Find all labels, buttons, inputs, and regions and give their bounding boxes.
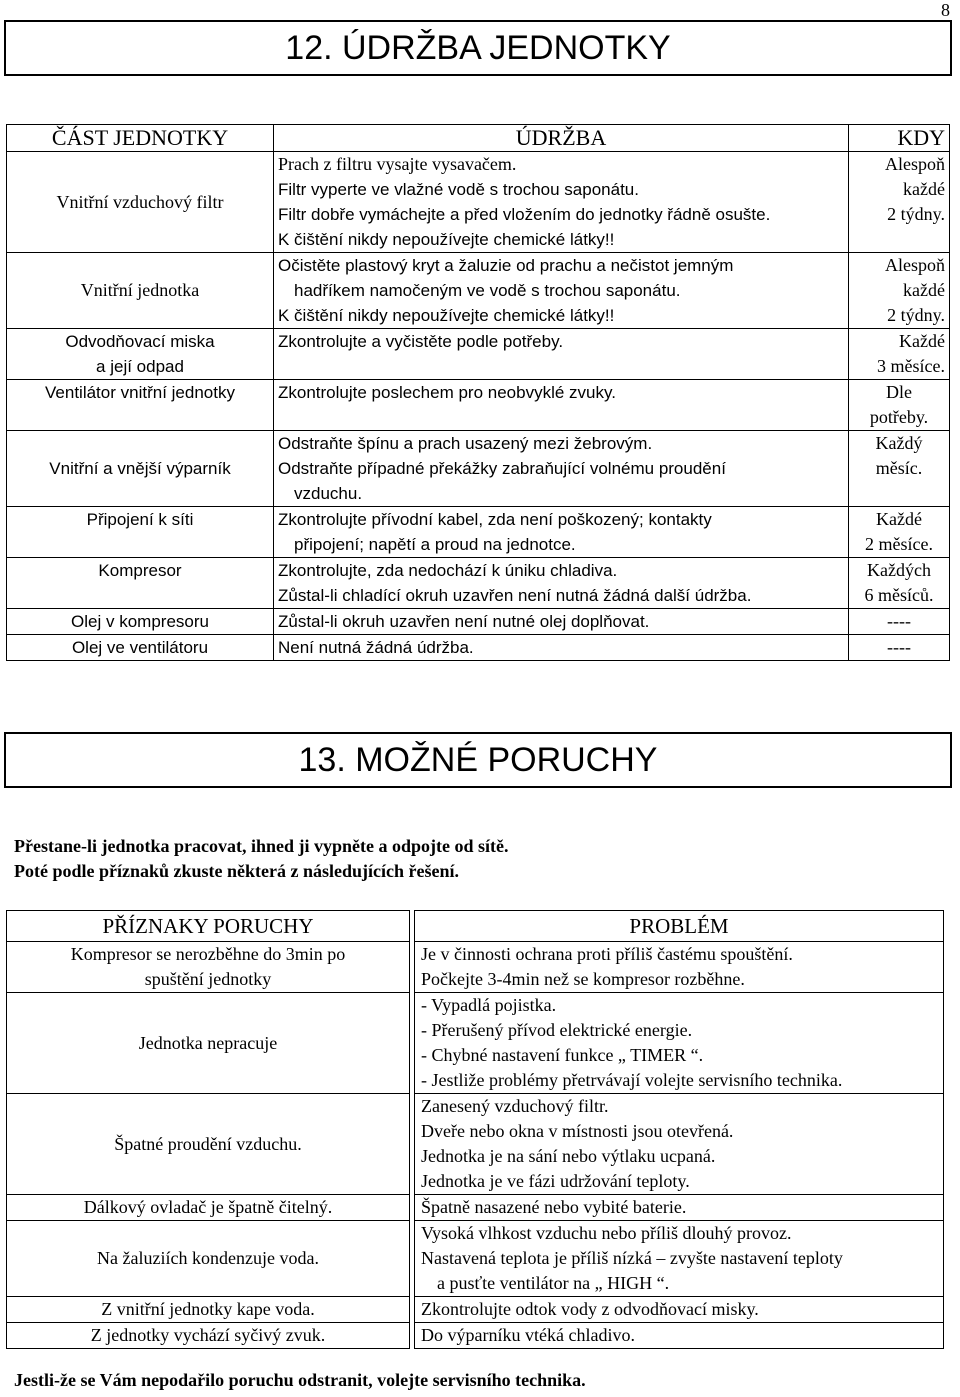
symptom-cell — [7, 1323, 410, 1349]
symptom-line: Dálkový ovladač je špatně čitelný. — [83, 1197, 333, 1217]
maintenance-line: Filtr dobře vymáchejte a před vložením do jednotky řádně osušte. — [278, 205, 771, 224]
problem-cell — [415, 1221, 944, 1297]
table-row — [7, 609, 950, 635]
part-line: a její odpad — [96, 357, 184, 376]
when-cell — [849, 431, 950, 507]
symptom-line: spuštění jednotky — [144, 969, 272, 989]
faults-header-row — [7, 911, 944, 942]
part-cell — [7, 558, 274, 609]
table-row — [7, 1195, 944, 1221]
maintenance-line: Zkontrolujte, zda nedochází k úniku chladiva. — [278, 561, 618, 580]
when-cell — [849, 329, 950, 380]
table-row — [7, 993, 944, 1094]
when-line: každé — [903, 280, 945, 300]
symptom-cell — [7, 1195, 410, 1221]
problem-line: - Přerušený přívod elektrické energie. — [421, 1020, 693, 1040]
table-row — [7, 1094, 944, 1195]
maintenance-line: Prach z filtru vysajte vysavačem. — [278, 154, 517, 174]
problem-line: Vysoká vlhkost vzduchu nebo příliš dlouhý provoz. — [421, 1223, 792, 1243]
symptom-cell — [7, 1094, 410, 1195]
header-problem: PROBLÉM — [415, 911, 944, 942]
closing-note: Jestli-že se Vám nepodařilo poruchu odstranit, volejte servisního technika. — [14, 1370, 586, 1390]
maintenance-line: K čištění nikdy nepoužívejte chemické látky!! — [278, 306, 615, 325]
when-line: ---- — [887, 637, 911, 657]
table-row — [7, 1221, 944, 1297]
part-cell — [7, 609, 274, 635]
when-line: Každých — [867, 560, 931, 580]
part-cell — [7, 152, 274, 253]
part-line: Odvodňovací miska — [65, 332, 215, 351]
when-cell — [849, 152, 950, 253]
table-row — [7, 558, 950, 609]
part-line: Vnitřní vzduchový filtr — [56, 191, 224, 212]
faults-table — [6, 910, 944, 1349]
symptom-line: Jednotka nepracuje — [138, 1032, 278, 1053]
problem-line: - Vypadlá pojistka. — [421, 995, 557, 1015]
when-cell — [849, 253, 950, 329]
maintenance-line: Zkontrolujte a vyčistěte podle potřeby. — [278, 332, 564, 351]
table-row — [7, 380, 950, 431]
maintenance-line: Zůstal-li chladící okruh uzavřen není nutná žádná další údržba. — [278, 586, 752, 605]
maintenance-line: Zkontrolujte poslechem pro neobvyklé zvuky. — [278, 383, 616, 402]
maintenance-header-row — [7, 125, 950, 152]
symptom-cell — [7, 1297, 410, 1323]
intro-line: Poté podle příznaků zkuste některá z následujících řešení. — [14, 861, 459, 881]
problem-line: a pusťte ventilátor na „ HIGH “. — [437, 1273, 670, 1293]
when-line: 6 měsíců. — [864, 585, 934, 605]
problem-cell — [415, 942, 944, 993]
when-line: 2 týdny. — [887, 305, 945, 325]
part-line: Olej ve ventilátoru — [71, 638, 209, 657]
problem-line: Nastavená teplota je příliš nízká – zvyšte nastavení teploty — [421, 1248, 843, 1268]
symptom-line: Z jednotky vychází syčivý zvuk. — [90, 1325, 326, 1345]
when-line: Alespoň — [885, 154, 945, 174]
maintenance-line: Odstraňte případné překážky zabraňující volnému proudění — [278, 459, 726, 478]
symptom-line: Na žaluziích kondenzuje voda. — [97, 1248, 319, 1268]
when-line: 3 měsíce. — [877, 356, 945, 376]
maintenance-cell — [274, 609, 849, 635]
part-cell — [7, 329, 274, 380]
part-cell — [7, 431, 274, 507]
header-maintenance: ÚDRŽBA — [274, 125, 849, 152]
when-line: každé — [903, 179, 945, 199]
maintenance-cell — [274, 635, 849, 661]
maintenance-table — [6, 124, 950, 661]
when-cell — [849, 380, 950, 431]
when-line: měsíc. — [875, 458, 923, 478]
when-line: potřeby. — [869, 407, 929, 427]
when-line: Každý — [875, 433, 923, 453]
problem-line: Dveře nebo okna v místnosti jsou otevřená. — [421, 1121, 734, 1141]
when-cell — [849, 507, 950, 558]
maintenance-cell — [274, 329, 849, 380]
when-cell — [849, 609, 950, 635]
problem-line: Do výparníku vtéká chladivo. — [421, 1325, 635, 1345]
problem-cell — [415, 993, 944, 1094]
intro-text — [14, 834, 508, 884]
problem-line: - Jestliže problémy přetrvávají volejte servisního technika. — [421, 1070, 843, 1090]
when-line: Alespoň — [885, 255, 945, 275]
symptom-line: Špatné proudění vzduchu. — [114, 1133, 302, 1154]
table-row — [7, 431, 950, 507]
maintenance-line: Filtr vyperte ve vlažné vodě s trochou saponátu. — [278, 180, 639, 199]
problem-cell — [415, 1297, 944, 1323]
problem-line: Špatně nasazené nebo vybité baterie. — [421, 1197, 687, 1217]
section-12-title: 12. ÚDRŽBA JEDNOTKY — [4, 20, 952, 76]
table-row — [7, 329, 950, 380]
symptom-line: Z vnitřní jednotky kape voda. — [101, 1299, 315, 1319]
maintenance-cell — [274, 558, 849, 609]
maintenance-cell — [274, 380, 849, 431]
maintenance-line: vzduchu. — [294, 484, 363, 503]
symptom-cell — [7, 1221, 410, 1297]
problem-line: Jednotka je na sání nebo výtlaku ucpaná. — [421, 1146, 716, 1166]
maintenance-line: Odstraňte špínu a prach usazený mezi žebrovým. — [278, 434, 653, 453]
table-row — [7, 507, 950, 558]
table-row — [7, 253, 950, 329]
when-line: ---- — [887, 611, 911, 631]
problem-line: - Chybné nastavení funkce „ TIMER “. — [421, 1045, 704, 1065]
maintenance-cell — [274, 152, 849, 253]
problem-cell — [415, 1195, 944, 1221]
maintenance-line: Očistěte plastový kryt a žaluzie od prachu a nečistot jemným — [278, 256, 734, 275]
when-line: Každé — [899, 331, 945, 351]
problem-line: Je v činnosti ochrana proti příliš častému spouštění. — [421, 944, 793, 964]
part-line: Připojení k síti — [86, 510, 194, 529]
when-cell — [849, 558, 950, 609]
when-line: 2 měsíce. — [865, 534, 933, 554]
when-cell — [849, 635, 950, 661]
part-line: Kompresor — [98, 561, 182, 580]
maintenance-line: hadříkem namočeným ve vodě s trochou saponátu. — [294, 281, 681, 300]
problem-cell — [415, 1323, 944, 1349]
when-line: Dle — [886, 382, 912, 402]
symptom-cell — [7, 993, 410, 1094]
intro-line: Přestane-li jednotka pracovat, ihned ji vypněte a odpojte od sítě. — [14, 836, 509, 856]
header-symptom: PŘÍZNAKY PORUCHY — [7, 911, 410, 942]
part-line: Olej v kompresoru — [71, 612, 209, 631]
part-cell — [7, 253, 274, 329]
part-line: Vnitřní a vnější výparník — [49, 459, 231, 478]
problem-line: Počkejte 3-4min než se kompresor rozběhne. — [421, 969, 745, 989]
problem-line: Zkontrolujte odtok vody z odvodňovací misky. — [421, 1299, 759, 1319]
table-row — [7, 942, 944, 993]
when-line: 2 týdny. — [887, 204, 945, 224]
maintenance-cell — [274, 507, 849, 558]
maintenance-line: Není nutná žádná údržba. — [278, 638, 474, 657]
section-13-title: 13. MOŽNÉ PORUCHY — [4, 732, 952, 788]
problem-line: Zanesený vzduchový filtr. — [421, 1096, 609, 1116]
maintenance-cell — [274, 253, 849, 329]
part-line: Ventilátor vnitřní jednotky — [45, 383, 235, 402]
maintenance-line: připojení; napětí a proud na jednotce. — [294, 535, 576, 554]
table-row — [7, 1323, 944, 1349]
table-row — [7, 635, 950, 661]
header-part: ČÁST JEDNOTKY — [7, 125, 274, 152]
part-cell — [7, 507, 274, 558]
problem-cell — [415, 1094, 944, 1195]
problem-line: Jednotka je ve fázi udržování teploty. — [421, 1171, 690, 1191]
table-row — [7, 152, 950, 253]
header-when: KDY — [849, 125, 950, 152]
maintenance-line: Zkontrolujte přívodní kabel, zda není poškozený; kontakty — [278, 510, 712, 529]
when-line: Každé — [876, 509, 922, 529]
maintenance-line: Zůstal-li okruh uzavřen není nutné olej doplňovat. — [278, 612, 650, 631]
symptom-cell — [7, 942, 410, 993]
maintenance-cell — [274, 431, 849, 507]
symptom-line: Kompresor se nerozběhne do 3min po — [70, 944, 346, 964]
table-row — [7, 1297, 944, 1323]
part-cell — [7, 380, 274, 431]
part-line: Vnitřní jednotka — [80, 280, 200, 300]
page-number: 8 — [941, 0, 950, 20]
maintenance-line: K čištění nikdy nepoužívejte chemické látky!! — [278, 230, 615, 249]
part-cell — [7, 635, 274, 661]
